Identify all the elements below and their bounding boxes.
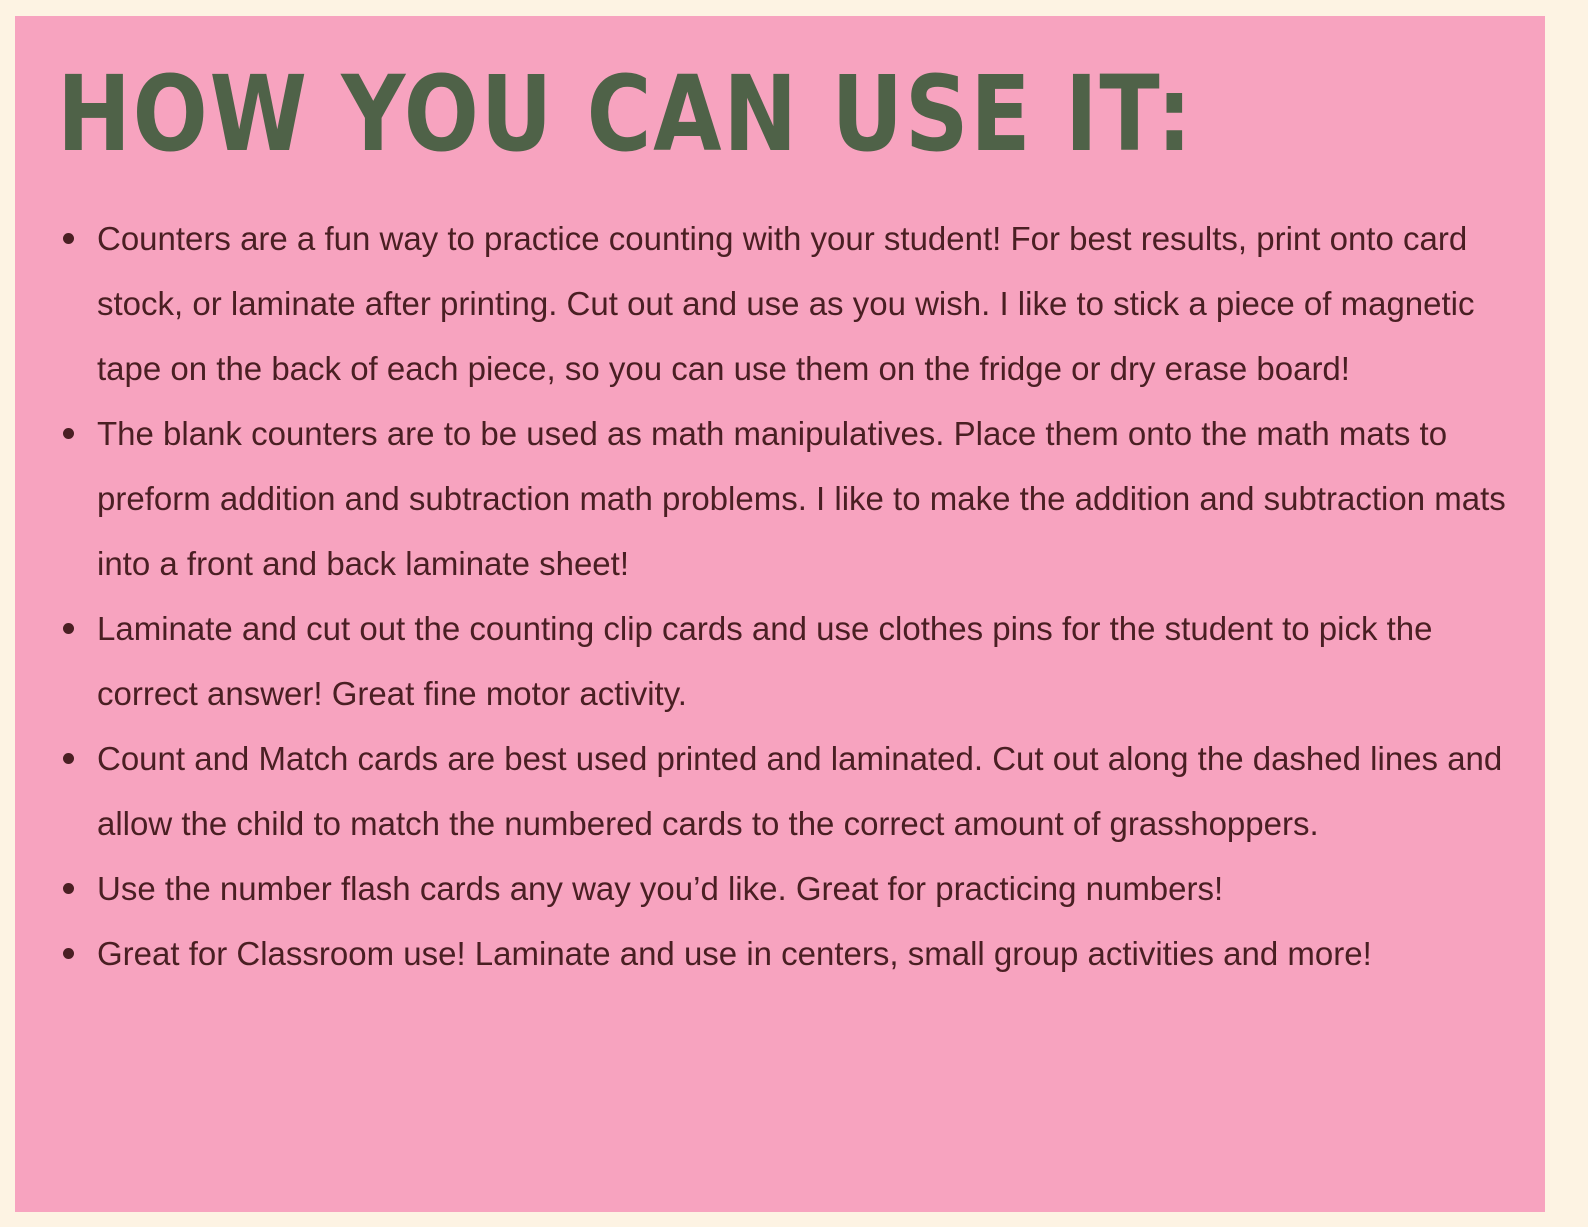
instructions-card [15,16,1545,1212]
list-item [15,856,1545,921]
list-item [15,596,1545,726]
instructions-list [15,206,1545,986]
bullet-icon [63,883,74,894]
list-item [15,726,1545,856]
page-title: HOW YOU CAN USE IT: [57,53,1194,175]
bullet-icon [63,753,74,764]
bullet-icon [63,948,74,959]
bullet-icon [63,428,74,439]
list-item-text: Great for Classroom use! Laminate and use in centers, small group activities and more! [97,935,1372,972]
list-item-text: The blank counters are to be used as math manipulatives. Place them onto the math mats to preform addition and subtraction math problems. I like to make the addition and subtraction mats into a front and back laminate sheet! [97,415,1506,582]
list-item [15,206,1545,401]
list-item-text: Counters are a fun way to practice counting with your student! For best results, print onto card stock, or laminate after printing. Cut out and use as you wish. I like to stick a piece of magnetic tape on the back of each piece, so you can use them on the fridge or dry erase board! [97,220,1475,387]
list-item-text: Laminate and cut out the counting clip cards and use clothes pins for the student to pick the correct answer! Great fine motor activity. [97,610,1433,712]
bullet-icon [63,233,74,244]
list-item [15,921,1545,986]
list-item-text: Use the number flash cards any way you’d like. Great for practicing numbers! [97,870,1224,907]
list-item [15,401,1545,596]
bullet-icon [63,623,74,634]
list-item-text: Count and Match cards are best used printed and laminated. Cut out along the dashed lines and allow the child to match the numbered cards to the correct amount of grasshoppers. [97,740,1503,842]
